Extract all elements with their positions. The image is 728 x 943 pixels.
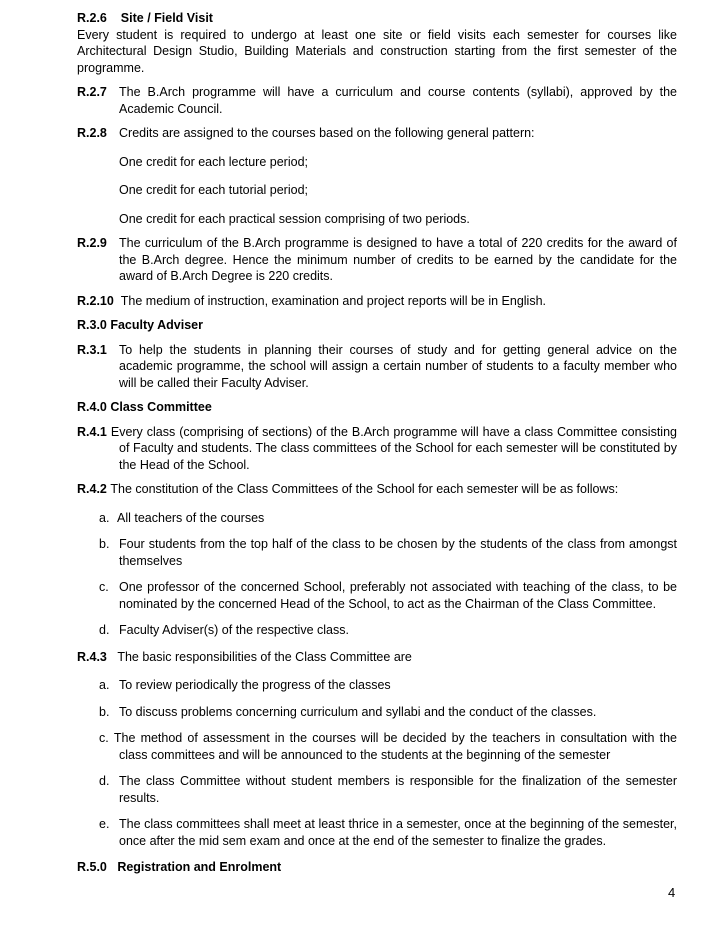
section-text: The curriculum of the B.Arch programme is designed to have a total of 220 credits for the award of the B.Arch degree. Hence the minimum number of credits to be earned by the candidate for the award of B.Arch Degree is 220 credits.	[119, 236, 677, 283]
section-r-4-2	[77, 481, 677, 498]
section-number: R.2.7	[77, 85, 107, 99]
list-label: a.	[99, 678, 110, 692]
section-r-2-7	[77, 84, 677, 117]
list-item	[77, 579, 677, 612]
section-r-2-6	[77, 10, 677, 76]
section-text: The basic responsibilities of the Class Committee are	[117, 649, 412, 664]
list-item	[77, 622, 677, 639]
list-label: b.	[99, 704, 110, 719]
list-label: e.	[99, 817, 110, 831]
list-text: The class committees shall meet at least thrice in a semester, once at the beginning of the semester, once after the mid sem exam and once at the end of the semester to finalize the grades.	[119, 817, 677, 848]
list-text: To discuss problems concerning curriculum and syllabi and the conduct of the classes.	[119, 704, 597, 719]
list-item	[77, 704, 677, 721]
section-number: R.2.10	[77, 293, 114, 308]
section-number: R.4.2	[77, 482, 107, 496]
section-number: R.4.3	[77, 649, 107, 664]
list-label: a.	[99, 510, 110, 525]
section-text: The B.Arch programme will have a curriculum and course contents (syllabi), approved by the Academic Council.	[119, 85, 677, 116]
credit-item: One credit for each practical session comprising of two periods.	[119, 211, 470, 226]
section-number: R.2.6	[77, 11, 107, 25]
list-label: c.	[99, 731, 109, 745]
section-r-3-1	[77, 342, 677, 392]
list-text: To review periodically the progress of the classes	[119, 678, 391, 692]
list-label: d.	[99, 623, 110, 637]
section-title: Registration and Enrolment	[117, 860, 282, 874]
section-text: The medium of instruction, examination and project reports will be in English.	[120, 293, 547, 308]
section-row	[77, 125, 677, 142]
section-number: R.2.9	[77, 236, 107, 250]
list-label: b.	[99, 537, 110, 551]
list-item	[77, 816, 677, 849]
section-number: R.5.0	[77, 860, 107, 874]
list-item	[77, 773, 677, 806]
section-r-2-10	[77, 293, 677, 310]
list-item	[77, 536, 677, 569]
list-label: c.	[99, 580, 109, 594]
section-text: Credits are assigned to the courses based on the following general pattern:	[119, 126, 535, 140]
section-heading-r-3-0: R.3.0 Faculty Adviser	[77, 318, 203, 332]
credit-item: One credit for each lecture period;	[119, 154, 308, 169]
list-item	[77, 730, 677, 763]
list-text: The class Committee without student members is responsible for the finalization of the semester results.	[119, 774, 677, 805]
list-text: All teachers of the courses	[117, 510, 265, 525]
section-heading	[77, 10, 677, 27]
section-r-2-9	[77, 235, 677, 285]
list-text: Faculty Adviser(s) of the respective class.	[119, 623, 349, 637]
credit-item: One credit for each tutorial period;	[119, 183, 308, 197]
list-text: The method of assessment in the courses will be decided by the teachers in consultation with the class committees and will be announced to the students at the beginning of the semester	[113, 731, 677, 762]
list-item	[77, 677, 677, 694]
list-text: One professor of the concerned School, preferably not associated with teaching of the class, to be nominated by the concerned Head of the School, to act as the Chairman of the Class Committee.	[119, 580, 677, 611]
section-r-2-8	[77, 125, 677, 227]
section-r-4-3	[77, 649, 677, 666]
section-text: Every student is required to undergo at least one site or field visits each semester for courses like Architectural Design Studio, Building Materials and construction starting from the first semester of the programme.	[77, 27, 677, 75]
list-text: Four students from the top half of the class to be chosen by the students of the class from amongst themselves	[119, 537, 677, 568]
section-number: R.2.8	[77, 126, 107, 140]
section-number: R.4.1	[77, 424, 107, 439]
list-label: d.	[99, 774, 110, 788]
section-text: To help the students in planning their courses of study and for getting general advice on the academic programme, the school will assign a certain number of students to a faculty member who will be called their Faculty Adviser.	[119, 342, 677, 390]
section-r-4-1	[77, 424, 677, 474]
document-page	[77, 10, 677, 884]
section-heading-r-4-0: R.4.0 Class Committee	[77, 400, 212, 414]
list-item	[77, 510, 677, 527]
section-title: Site / Field Visit	[120, 11, 213, 25]
page-number: 4	[668, 885, 676, 900]
section-text: The constitution of the Class Committees of the School for each semester will be as follows:	[110, 482, 619, 496]
section-number: R.3.1	[77, 342, 107, 357]
section-r-5-0	[77, 859, 677, 876]
section-text: Every class (comprising of sections) of the B.Arch programme will have a class Committee consisting of Faculty and students. The class committees of the School for each semester will be constituted by the Head of the School.	[110, 424, 677, 472]
